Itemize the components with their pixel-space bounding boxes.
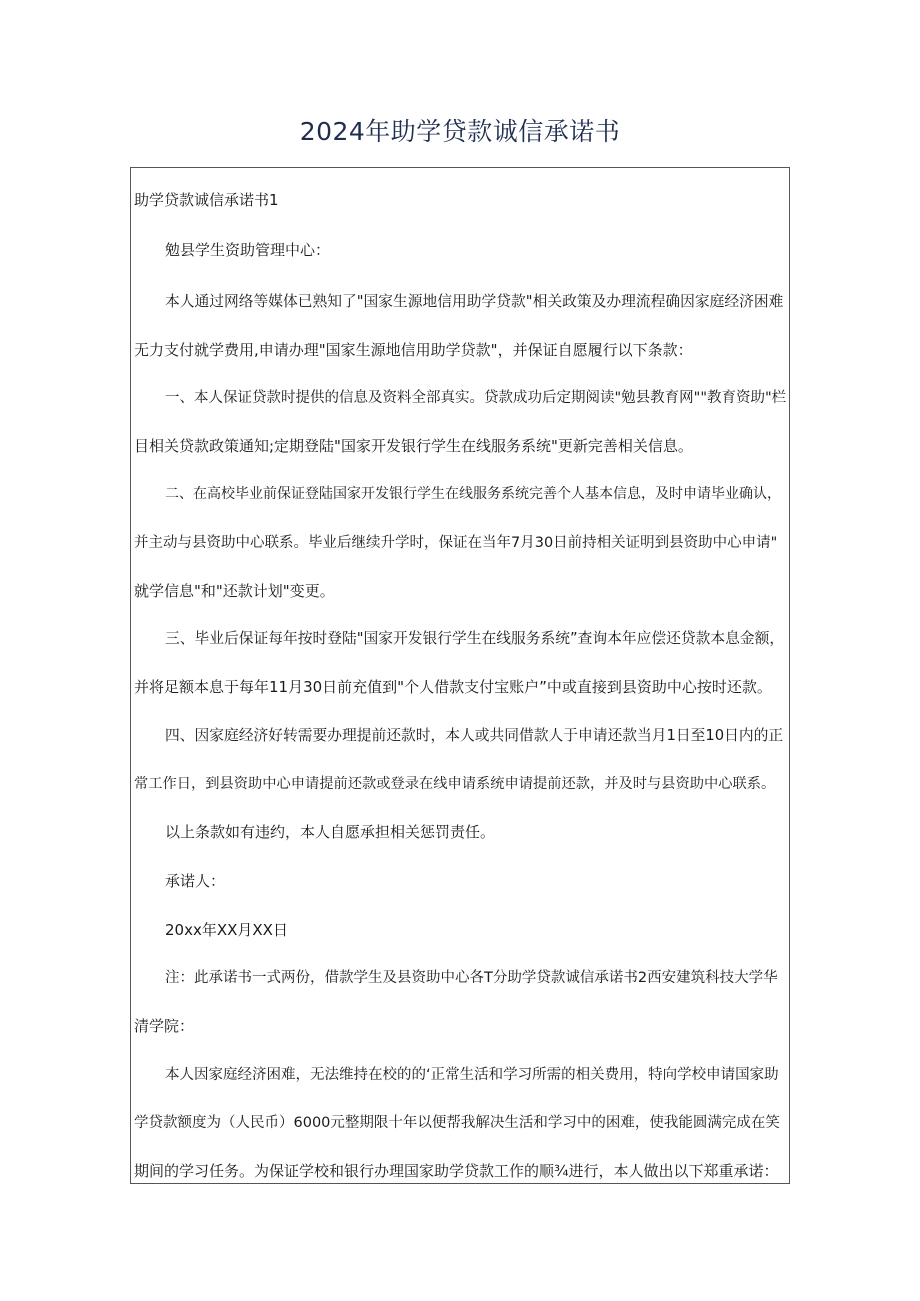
paragraph-line: 并主动与县资助中心联系。毕业后继续升学时，保证在当年7月30日前持相关证明到县资助中心申请"	[134, 535, 778, 551]
paragraph-line: 并将足额本息于每年11月30日前充值到"个人借款支付宝账户”中或直接到县资助中心按时还款。	[134, 678, 772, 696]
signatory-label: 承诺人：	[165, 872, 226, 890]
paragraph-line: 一、本人保证贷款时提供的信息及资料全部真实。贷款成功后定期阅读"勉县教育网""教育资助"栏	[165, 390, 787, 406]
paragraph-line: 以上条款如有违约，本人自愿承担相关惩罚责任。	[165, 823, 496, 841]
paragraph-line: 本人通过网络等媒体已熟知了"国家生源地信用助学贷款"相关政策及办理流程确因家庭经济困难	[165, 293, 784, 310]
paragraph-line: 四、因家庭经济好转需要办理提前还款时，本人或共同借款人于申请还款当月1日至10日内的正	[165, 727, 784, 744]
paragraph-line: 常工作日，到县资助中心申请提前还款或登录在线申请系统申请提前还款，并及时与县资助中心联系。	[134, 776, 776, 792]
section-heading: 助学贷款诚信承诺书1	[134, 191, 279, 209]
paragraph-line: 学贷款额度为（人民币）6000元整期限十年以便帮我解决生活和学习中的困难，使我能圆满完成在笑	[134, 1115, 780, 1131]
date-line: 20xx年XX月XX日	[165, 921, 288, 939]
paragraph-line: 期间的学习任务。为保证学校和银行办理国家助学贷款工作的顺¾进行，本人做出以下郑重承诺：	[134, 1162, 779, 1180]
paragraph-line: 二、在高校毕业前保证登陆国家开发银行学生在线服务系统完善个人基本信息，及时申请毕业确认，	[165, 486, 781, 502]
paragraph-line: 无力支付就学费用,申请办理"国家生源地信用助学贷款"，并保证自愿履行以下条款：	[134, 341, 693, 359]
salutation: 勉县学生资助管理中心：	[165, 241, 331, 259]
paragraph-line: 目相关贷款政策通知;定期登陆"国家开发银行学生在线服务系统"更新完善相关信息。	[134, 437, 693, 455]
paragraph-line: 清学院：	[134, 1017, 195, 1035]
paragraph-line: 就学信息"和"还款计划"变更。	[134, 582, 335, 600]
document-title: 2024年助学贷款诚信承诺书	[299, 117, 621, 146]
paragraph-line: 注：此承诺书一式两份，借款学生及县资助中心各T分助学贷款诚信承诺书2西安建筑科技大学华	[165, 970, 778, 986]
paragraph-line: 三、毕业后保证每年按时登陆"国家开发银行学生在线服务系统”查询本年应偿还贷款本息金额，	[165, 630, 785, 647]
document-frame	[130, 167, 790, 1184]
paragraph-line: 本人因家庭经济困难，无法维持在校的的‘正常生活和学习所需的相关费用，特向学校申请国家助	[165, 1067, 779, 1083]
